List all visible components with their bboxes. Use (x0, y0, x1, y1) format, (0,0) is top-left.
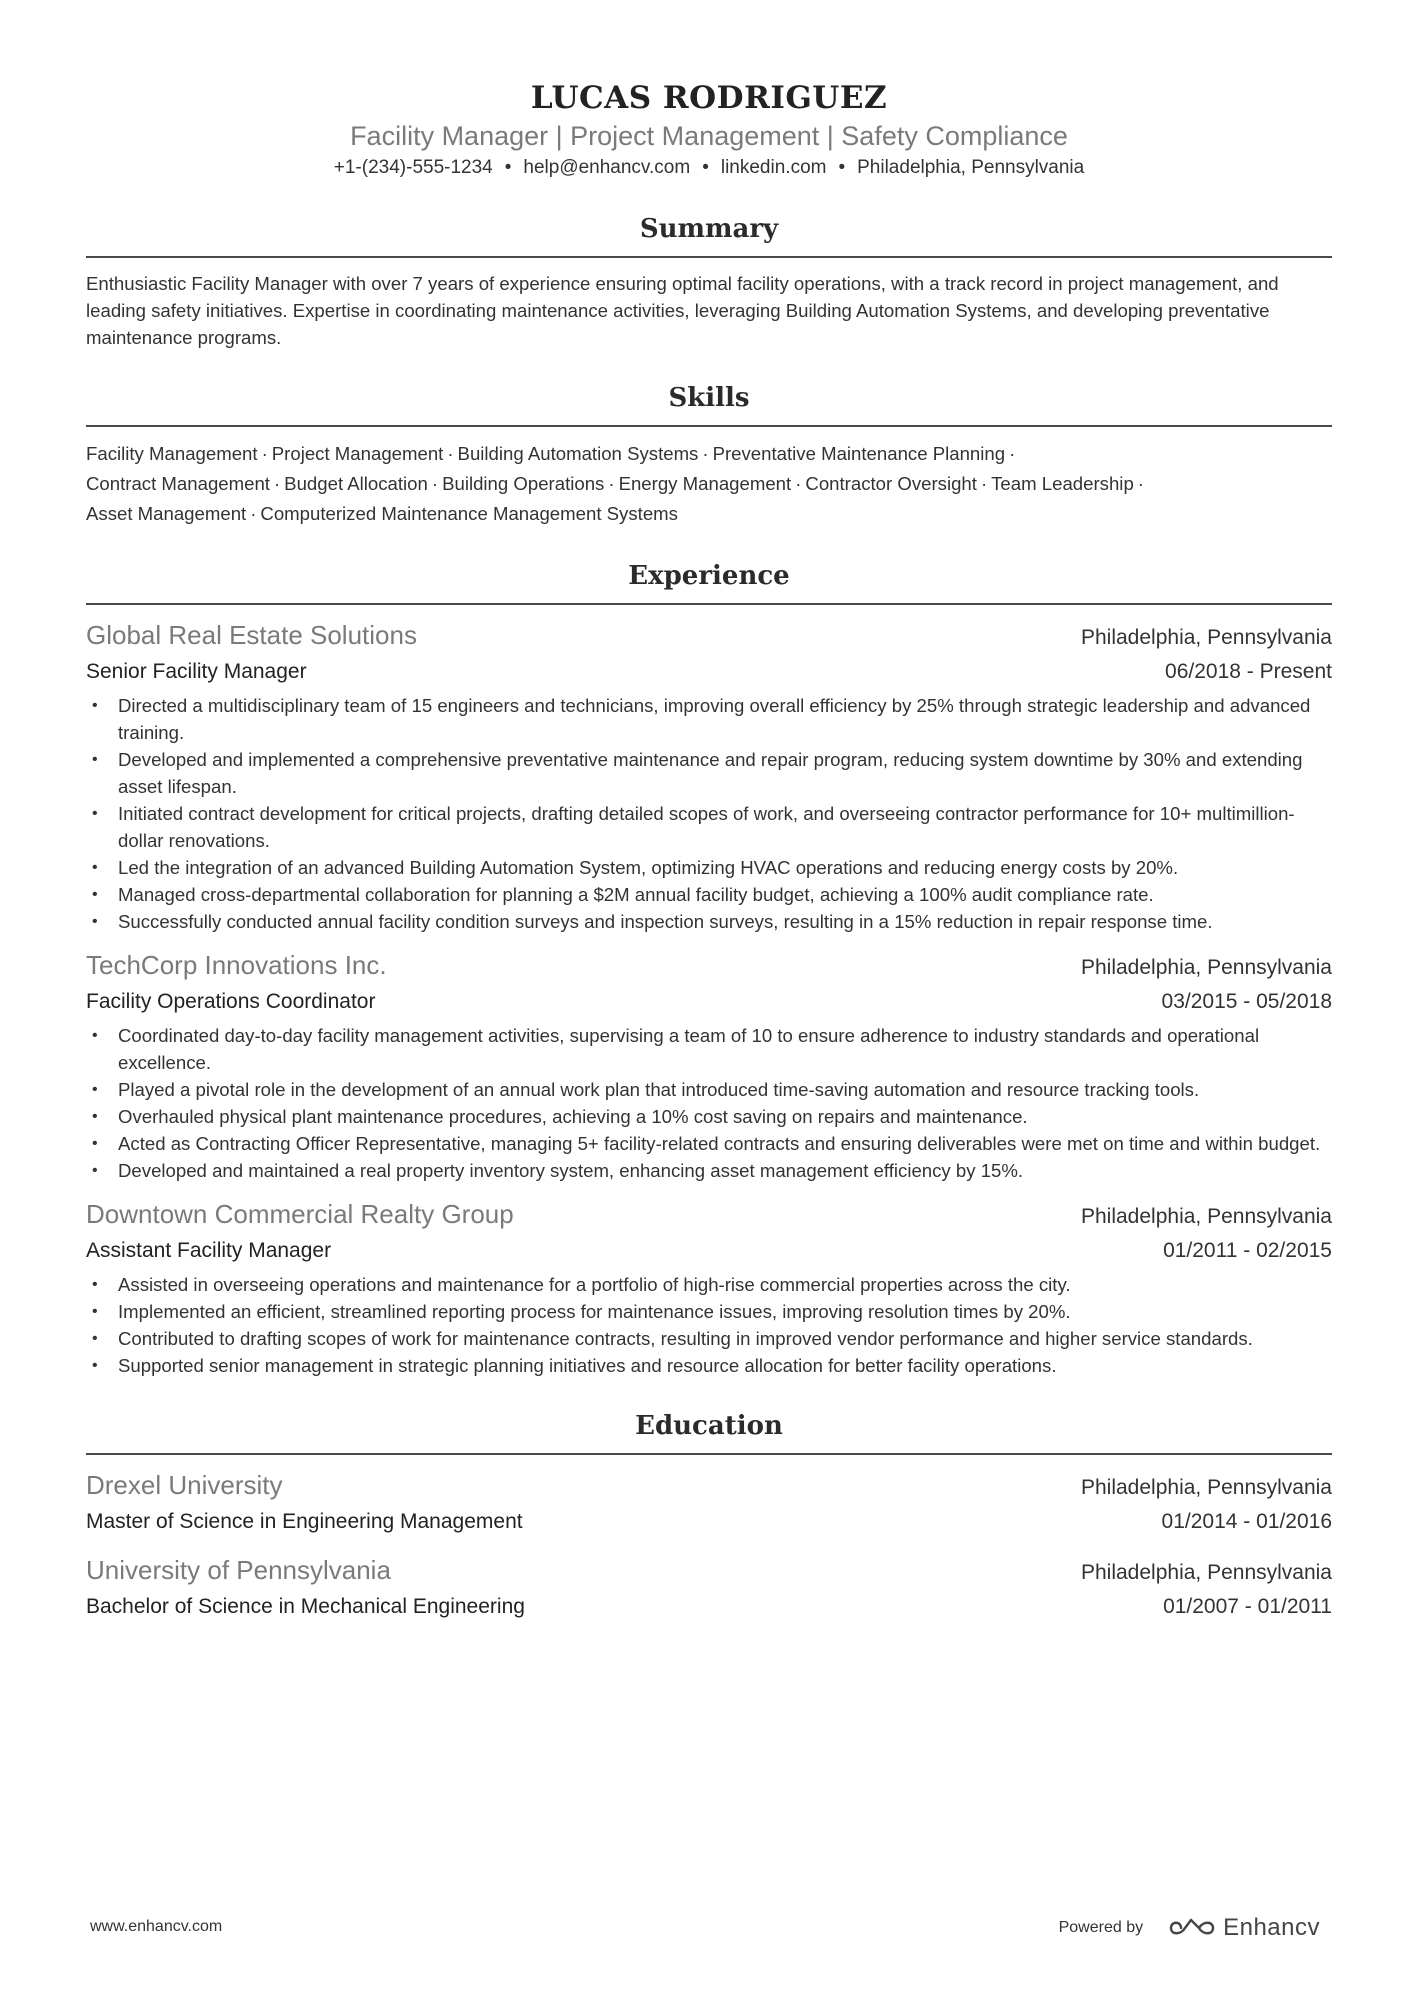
skill-item: Building Automation Systems (457, 443, 699, 464)
skill-item: Contractor Oversight (805, 473, 977, 494)
contact-separator: • (504, 157, 512, 178)
summary-heading: Summary (86, 212, 1332, 258)
job-bullet: • Assisted in overseeing operations and maintenance for a portfolio of high-rise commercial properties across the city. (86, 1271, 1332, 1298)
contact-phone[interactable]: +1-(234)-555-1234 (333, 157, 493, 178)
contact-line (86, 154, 1332, 182)
job-dates: 06/2018 - Present (1165, 660, 1332, 683)
summary-section (86, 212, 1332, 351)
job-bullet: • Directed a multidisciplinary team of 15 engineers and technicians, improving overall efficiency by 25% through strategic leadership and advanced training. (86, 692, 1332, 746)
job-bullet: • Successfully conducted annual facility condition surveys and inspection surveys, resulting in a 15% reduction in repair response time. (86, 908, 1332, 935)
skill-item: Project Management (271, 443, 444, 464)
skills-line (86, 439, 1332, 469)
job-bullet: • Managed cross-departmental collaboration for planning a $2M annual facility budget, achieving a 100% audit compliance rate. (86, 881, 1332, 908)
degree-name: Master of Science in Engineering Management (86, 1510, 523, 1533)
experience-role-row (86, 1235, 1332, 1267)
education-heading: Education (86, 1409, 1332, 1455)
job-bullets (86, 1022, 1332, 1184)
skill-item: Building Operations (442, 473, 605, 494)
job-dates: 03/2015 - 05/2018 (1161, 990, 1332, 1013)
contact-linkedin[interactable]: linkedin.com (720, 157, 827, 178)
company-name: TechCorp Innovations Inc. (86, 950, 387, 980)
education-entry (86, 1552, 1332, 1623)
resume-page (86, 78, 1332, 1637)
job-bullet: • Implemented an efficient, streamlined reporting process for maintenance issues, improving resolution times by 20%. (86, 1298, 1332, 1325)
skill-item: Budget Allocation (284, 473, 428, 494)
job-location: Philadelphia, Pennsylvania (1080, 626, 1332, 649)
experience-heading: Experience (86, 559, 1332, 605)
summary-text: Enthusiastic Facility Manager with over 7 years of experience ensuring optimal facility operations, with a track record in project management, and leading safety initiatives. Expertise in coordinating maintenance activities, leveraging Building Automation Systems, and developing preventative maintenance programs. (86, 273, 1279, 348)
job-bullet: • Overhauled physical plant maintenance procedures, achieving a 10% cost saving on repairs and maintenance. (86, 1103, 1332, 1130)
enhancv-brand-name: Enhancv (1223, 1914, 1320, 1941)
job-location: Philadelphia, Pennsylvania (1080, 956, 1332, 979)
company-name: Downtown Commercial Realty Group (86, 1199, 514, 1229)
education-section (86, 1409, 1332, 1623)
job-title: Facility Operations Coordinator (86, 990, 376, 1013)
education-header-row (86, 1467, 1332, 1506)
job-bullet: • Developed and implemented a comprehensive preventative maintenance and repair program, reducing system downtime by 30% and extending asset lifespan. (86, 746, 1332, 800)
skill-separator: · (261, 443, 268, 464)
skill-separator: · (447, 443, 454, 464)
skills-line (86, 469, 1332, 499)
resume-header (86, 78, 1332, 182)
contact-separator: • (702, 157, 709, 178)
candidate-name: LUCAS RODRIGUEZ (530, 80, 888, 116)
skill-separator: · (1009, 443, 1016, 464)
school-location: Philadelphia, Pennsylvania (1080, 1561, 1332, 1584)
education-list (86, 1467, 1332, 1623)
education-entry (86, 1467, 1332, 1538)
powered-by-label: Powered by (1058, 1919, 1144, 1936)
school-name: University of Pennsylvania (86, 1555, 391, 1585)
job-bullets (86, 1271, 1332, 1379)
experience-role-row (86, 986, 1332, 1018)
candidate-headline: Facility Manager | Project Management | Safety Compliance (350, 121, 1068, 151)
job-bullet: • Coordinated day-to-day facility management activities, supervising a team of 10 to ensure adherence to industry standards and operational excellence. (86, 1022, 1332, 1076)
job-bullet: • Contributed to drafting scopes of work for maintenance contracts, resulting in improved vendor performance and higher service standards. (86, 1325, 1332, 1352)
skill-item: Energy Management (618, 473, 792, 494)
education-dates: 01/2007 - 01/2011 (1163, 1595, 1332, 1618)
experience-section (86, 559, 1332, 1379)
company-name: Global Real Estate Solutions (86, 620, 417, 650)
experience-entry (86, 947, 1332, 1184)
job-bullet: • Developed and maintained a real property inventory system, enhancing asset management efficiency by 15%. (86, 1157, 1332, 1184)
skill-item: Team Leadership (991, 473, 1134, 494)
education-degree-row (86, 1506, 1332, 1538)
job-bullet: • Played a pivotal role in the development of an annual work plan that introduced time-saving automation and resource tracking tools. (86, 1076, 1332, 1103)
job-bullet: • Led the integration of an advanced Building Automation System, optimizing HVAC operations and reducing energy costs by 20%. (86, 854, 1332, 881)
skill-item: Facility Management (86, 443, 258, 464)
skill-separator: · (980, 473, 988, 494)
experience-role-row (86, 656, 1332, 688)
education-dates: 01/2014 - 01/2016 (1161, 1510, 1332, 1533)
experience-entry (86, 1196, 1332, 1379)
skills-line (86, 499, 1332, 529)
job-bullet: • Acted as Contracting Officer Representative, managing 5+ facility-related contracts and ensuring deliverables were met on time and within budget. (86, 1130, 1332, 1157)
skill-item: Preventative Maintenance Planning (712, 443, 1006, 464)
skill-separator: · (1137, 473, 1144, 494)
school-name: Drexel University (86, 1470, 283, 1500)
skill-separator: · (273, 473, 281, 494)
job-bullet: • Supported senior management in strategic planning initiatives and resource allocation for better facility operations. (86, 1352, 1332, 1379)
job-bullet: • Initiated contract development for critical projects, drafting detailed scopes of work, and overseeing contractor performance for 10+ multimillion-dollar renovations. (86, 800, 1332, 854)
enhancv-brand[interactable] (1169, 1914, 1320, 1942)
skill-separator: · (250, 503, 257, 524)
footer-branding (1059, 1908, 1320, 1948)
job-bullets (86, 692, 1332, 935)
skill-item: Asset Management (86, 503, 247, 524)
contact-location: Philadelphia, Pennsylvania (857, 157, 1085, 178)
footer-url[interactable]: www.enhancv.com (90, 1918, 223, 1935)
skills-section (86, 381, 1332, 529)
skills-heading: Skills (86, 381, 1332, 427)
experience-header-row (86, 617, 1332, 656)
skill-separator: · (431, 473, 439, 494)
job-title: Assistant Facility Manager (86, 1239, 332, 1262)
contact-separator: • (838, 157, 846, 178)
experience-header-row (86, 947, 1332, 986)
skill-separator: · (795, 473, 802, 494)
skill-item: Contract Management (86, 473, 270, 494)
enhancv-infinity-logo-icon (1169, 1915, 1215, 1941)
skills-list (86, 439, 1332, 529)
experience-list (86, 617, 1332, 1379)
degree-name: Bachelor of Science in Mechanical Engineering (86, 1595, 525, 1618)
experience-header-row (86, 1196, 1332, 1235)
job-title: Senior Facility Manager (86, 660, 307, 683)
skill-separator: · (608, 473, 615, 494)
school-location: Philadelphia, Pennsylvania (1080, 1476, 1332, 1499)
skill-separator: · (702, 443, 709, 464)
education-header-row (86, 1552, 1332, 1591)
experience-entry (86, 617, 1332, 935)
skill-item: Computerized Maintenance Management Systems (260, 503, 678, 524)
education-degree-row (86, 1591, 1332, 1623)
job-location: Philadelphia, Pennsylvania (1080, 1205, 1332, 1228)
page-footer (90, 1908, 1320, 1948)
job-dates: 01/2011 - 02/2015 (1163, 1239, 1332, 1262)
contact-email[interactable]: help@enhancv.com (523, 157, 691, 178)
